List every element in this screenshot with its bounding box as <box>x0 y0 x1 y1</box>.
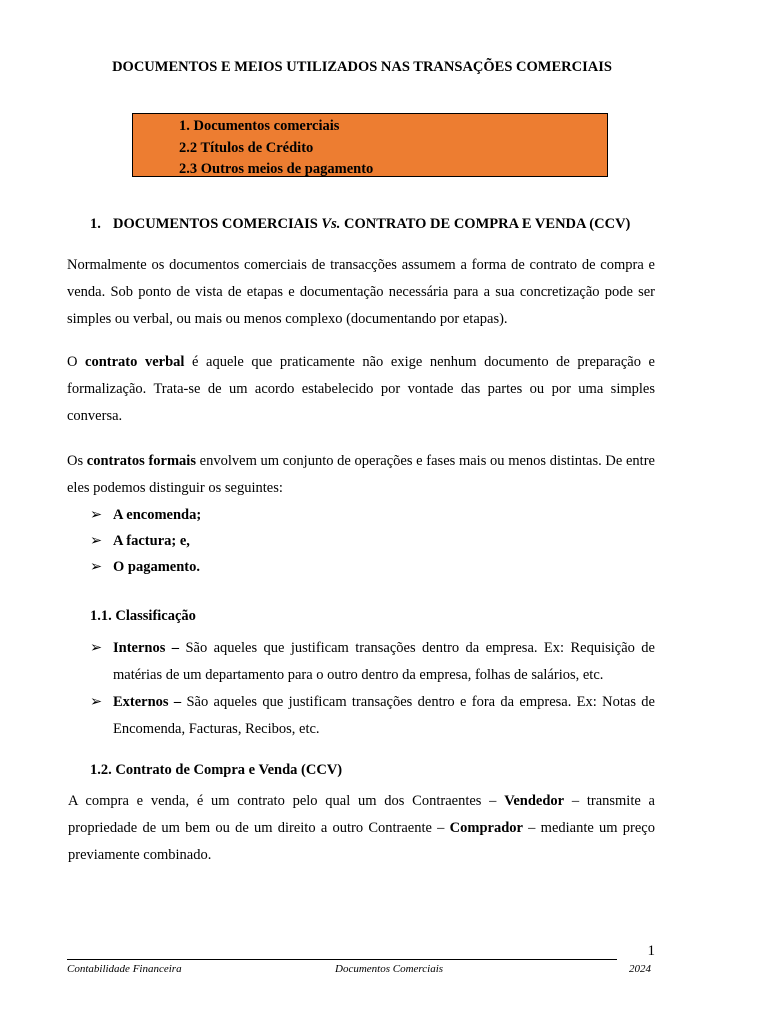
section-1-heading <box>90 216 630 233</box>
document-title: DOCUMENTOS E MEIOS UTILIZADOS NAS TRANSAÇÕES COMERCIAIS <box>112 59 612 75</box>
heading-part: DOCUMENTOS COMERCIAIS <box>113 216 322 232</box>
bold-term: contratos formais <box>86 453 196 469</box>
footer-divider <box>67 959 617 960</box>
paragraph-verbal-contract <box>67 349 655 430</box>
toc-item: 2.3 Outros meios de pagamento <box>179 161 374 177</box>
section-number: 1. <box>90 216 101 232</box>
text-run: – mediante um preço previamente combinado. <box>68 820 655 863</box>
arrow-bullet-icon: ➢ <box>90 533 103 549</box>
arrow-bullet-icon: ➢ <box>90 640 103 656</box>
list-item-text: A encomenda; <box>113 507 202 523</box>
bold-term: Internos – <box>113 640 180 656</box>
arrow-bullet-icon: ➢ <box>90 507 103 523</box>
bold-term: contrato verbal <box>85 354 185 370</box>
paragraph-ccv-definition <box>68 788 655 869</box>
text-run: A compra e venda, é um contrato pelo qual um dos Contraentes – <box>68 793 505 809</box>
list-item <box>90 635 655 689</box>
arrow-bullet-icon: ➢ <box>90 559 103 575</box>
heading-vs: Vs. <box>321 216 341 232</box>
footer-left-text: Contabilidade Financeira <box>67 963 182 975</box>
toc-item: 2.2 Títulos de Crédito <box>179 139 314 156</box>
list-item <box>90 528 655 555</box>
section-1-2-heading: 1.2. Contrato de Compra e Venda (CCV) <box>90 762 343 778</box>
arrow-bullet-icon: ➢ <box>90 694 103 710</box>
list-item-text: O pagamento. <box>113 559 200 575</box>
bold-term: Comprador <box>449 820 523 836</box>
bold-term: Externos – <box>113 694 182 710</box>
table-of-contents-box <box>132 113 608 177</box>
paragraph-formal-contracts <box>67 448 655 502</box>
text-run: é aquele que praticamente não exige nenhum documento de preparação e formalização. Trata-se de um acordo estabelecido por vontade das partes ou por uma simples conversa. <box>67 354 655 424</box>
list-item-text: A factura; e, <box>113 533 190 549</box>
text-run: Os <box>67 453 87 469</box>
text-run: envolvem um conjunto de operações e fases mais ou menos distintas. De entre eles podemos distinguir os seguintes: <box>67 453 655 496</box>
footer-center-text: Documentos Comerciais <box>335 963 444 975</box>
paragraph-intro: Normalmente os documentos comerciais de transacções assumem a forma de contrato de compra e venda. Sob ponto de vista de etapas e documentação necessária para a sua concretização pode ser simples ou verbal, ou mais ou menos complexo (documentando por etapas). <box>67 257 655 327</box>
text-run: O <box>67 354 86 370</box>
list-item <box>90 689 655 743</box>
text-run: – transmite a propriedade de um bem ou de um direito a outro Contraente – <box>68 793 655 836</box>
list-item-text: São aqueles que justificam transações dentro e fora da empresa. Ex: Notas de Encomenda, Facturas, Recibos, etc. <box>113 694 655 737</box>
heading-part: CONTRATO DE COMPRA E VENDA (CCV) <box>340 216 631 232</box>
footer-right-text: 2024 <box>629 963 651 975</box>
list-item-text: São aqueles que justificam transações dentro da empresa. Ex: Requisição de matérias de um departamento para o outro dentro da empresa, folhas de salários, etc. <box>113 640 655 683</box>
toc-item: 1. Documentos comerciais <box>179 118 340 134</box>
list-item <box>90 502 655 529</box>
section-1-1-heading: 1.1. Classificação <box>90 608 196 624</box>
page-number: 1 <box>647 943 655 959</box>
bold-term: Vendedor <box>504 793 565 809</box>
list-item <box>90 554 655 581</box>
